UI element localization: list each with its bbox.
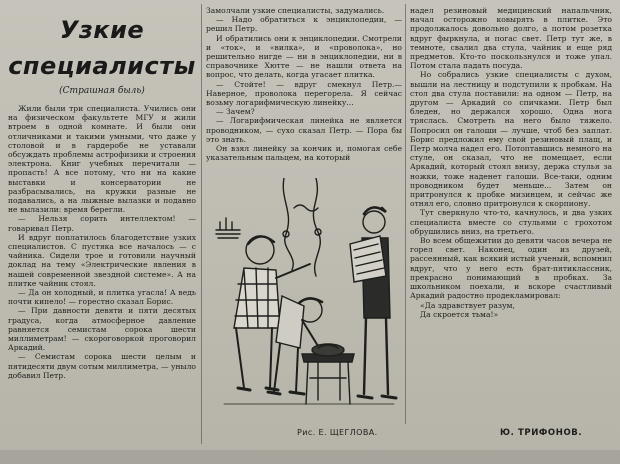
paragraph: Он взял линейку за кончик и, помогая себе указательным пальцем, на который — [206, 144, 402, 163]
paragraph: — Нельзя сорить интеллектом! — говаривал Петр. — [8, 214, 196, 233]
paragraph: Но собрались узкие специалисты с духом, вышли на лестницу и подступили к пробкам. На стол два стула поставили: на одном — Петр, на другом — Аркадий со спичками. Петр был бледен, но держался хорошо. Одна нога тряслась. Смотреть на него было тяжело. Попросил он галоши — лучше, чтоб без заплат. Борис предложил ему свой резиновый плащ, и Петр молча надел его. Потоптавшись немного на стуле, он сказал, что не помещает, если Аркадий, который стоял внизу, держа стулья за ножки, тоже наденет галоши. Все-таки, одним проводником будет меньше... Затем он притронулся к пробке мизинцем, и сейчас же отнял его, словно притронулся к скорпиону. — [410, 70, 612, 209]
paragraph: — Надо обратиться к энциклопедии, — решил Петр. — [206, 15, 402, 34]
article-title-line-2: специалисты — [8, 52, 196, 80]
cartoon-drawing — [214, 178, 404, 414]
paragraph: — При давности девяти и пяти десятых градуса, когда атмосферное давление равняется семистам сорока шести миллиметрам! — скороговоркой проговорил Аркадий. — [8, 306, 196, 353]
article-subtitle: (Страшная быль) — [59, 86, 145, 96]
paragraph: — Да он холодный, и плитка угасла! А ведь почти кипело! — горестно сказал Борис. — [8, 288, 196, 307]
article-author: Ю. ТРИФОНОВ. — [500, 428, 583, 438]
paragraph: И обратились они к энциклопедии. Смотрели и «ток», и «вилка», и «проволока», но решительно нигде — ни в энциклопедии, ни в справочнике Хютте — не нашли ответа на вопрос, что делать, когда угасает плитка. — [206, 33, 402, 80]
column-rule — [405, 4, 406, 424]
paragraph: Замолчали узкие специалисты, задумались. — [206, 6, 385, 15]
paragraph: Во всем общежитии до девяти часов вечера не горел свет. Наконец, один из друзей, рассеянный, как всякий истый ученый, вспомнил вдруг, что у него есть брат-пятиклассник, прекрасно понимающий в пробках. За школьником поехали, и вскоре счастливый Аркадий радостно продекламировал: — [410, 236, 612, 301]
column-rule — [201, 4, 202, 444]
paragraph: Жили были три специалиста. Учились они на физическом факультете МГУ и жили втроем в одной комнате. И были они отличниками и такими умными, что даже у столовой и в гардеробе не уставали обсуждать проблемы астрофизики и строения электрона. Книг учебных перечитали — пропасть! А все потому, что ни на какие выставки и консерватории не разбрасывались, на кружки разные не подавались, а на лыжные вылазки и подавно не вылазили: время берегли. — [8, 104, 196, 215]
page-bottom-edge — [0, 450, 620, 464]
paragraph: — Логарифмическая линейка не является проводником, — сухо сказал Петр. — Пора бы это знать. — [206, 116, 402, 144]
illustration-caption: Рис. Е. ЩЕГЛОВА. — [297, 428, 378, 437]
illustration — [214, 178, 404, 414]
paragraph: — Семистам сорока шести целым и пятидесяти двум сотым миллиметра, — уныло добавил Петр. — [8, 352, 196, 380]
paragraph: — Стойте! — вдруг смекнул Петр.— Наверное, проволока перегорела. Я сейчас возьму логарифмическую линейку... — [206, 79, 402, 108]
paragraph: И вдруг поплатилось благодетствие узких специалистов. С пустяка все началось — с чайника. Сидели трое и готовили научный доклад на тему «Электрические явления в нашей современной звездной системе». А на плитке чайник стоял. — [8, 232, 196, 288]
article-column-2 — [206, 6, 402, 162]
paragraph: — Зачем? — [216, 107, 255, 117]
paragraph: Тут сверкнуло что-то, качнулось, и два узких специалиста вместе со стульями с грохотом обрушились вниз, на третьего. — [410, 208, 612, 236]
article-column-3 — [410, 6, 612, 319]
article-title-line-1: Узкие — [59, 16, 145, 44]
quote-line: «Да здравствует разум, — [420, 300, 515, 310]
article-column-1 — [8, 0, 196, 380]
quote-line: Да скроется тьма!» — [420, 309, 499, 319]
paragraph: надел резиновый медицинский напальчник, начал осторожно ковырять в плитке. Это продолжалось довольно долго, а потом розетка вдруг фыркнула, и погас свет. Петр тут же, в темноте, свалил два стула, чайник и еще ряд предметов. Кто-то поскользнулся и тоже упал. Потом стала падать посуда. — [410, 6, 612, 71]
